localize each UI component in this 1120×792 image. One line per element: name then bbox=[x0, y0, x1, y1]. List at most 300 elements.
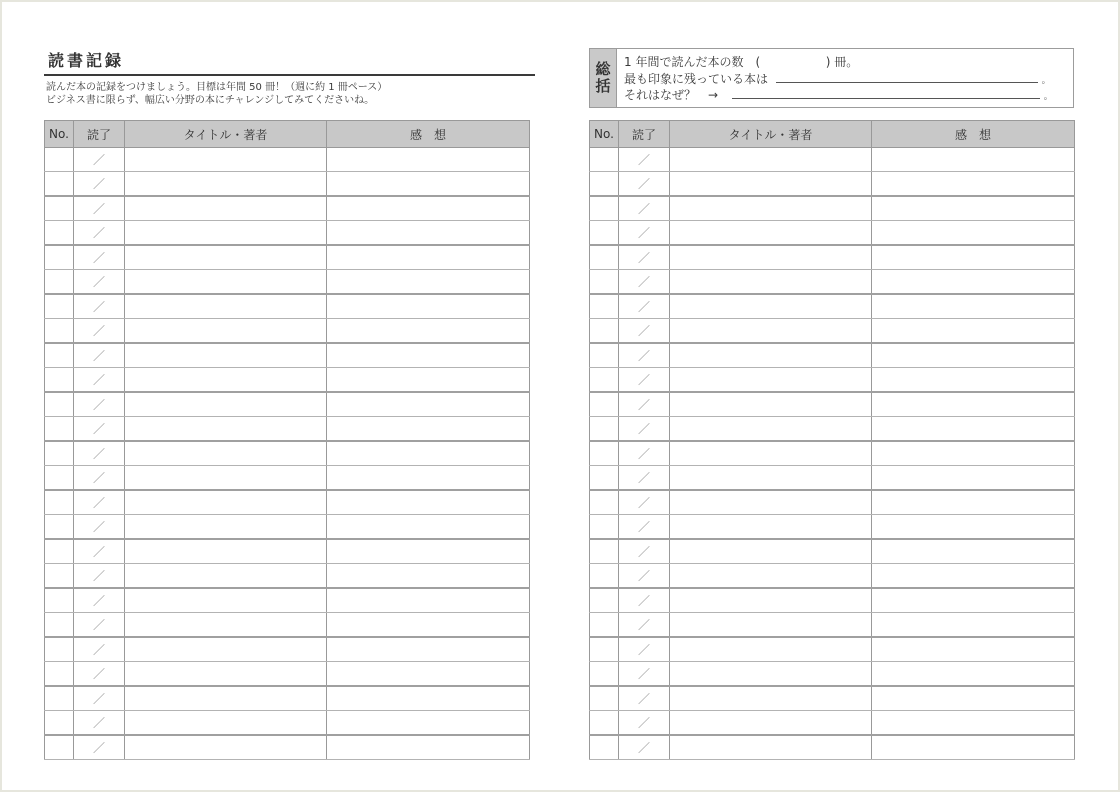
date-slash: ／ bbox=[92, 569, 105, 583]
cell-impressions[interactable] bbox=[327, 539, 530, 564]
cell-no[interactable] bbox=[45, 245, 74, 270]
cell-no[interactable] bbox=[45, 392, 74, 417]
date-slash: ／ bbox=[637, 153, 650, 167]
table-row bbox=[45, 417, 530, 442]
cell-finished-date[interactable] bbox=[74, 319, 125, 344]
cell-title-author[interactable] bbox=[125, 637, 327, 662]
date-slash: ／ bbox=[637, 667, 650, 681]
table-row bbox=[590, 515, 1075, 540]
reason-period: 。 bbox=[1043, 92, 1053, 102]
cell-title-author[interactable] bbox=[125, 343, 327, 368]
cell-impressions[interactable] bbox=[872, 637, 1075, 662]
table-row bbox=[45, 686, 530, 711]
cell-impressions[interactable] bbox=[872, 392, 1075, 417]
reason-field[interactable] bbox=[732, 86, 1040, 99]
date-slash: ／ bbox=[637, 692, 650, 706]
date-slash: ／ bbox=[92, 422, 105, 436]
table-row bbox=[45, 588, 530, 613]
cell-finished-date[interactable] bbox=[74, 270, 125, 295]
cell-no[interactable] bbox=[45, 711, 74, 736]
date-slash: ／ bbox=[637, 716, 650, 730]
cell-no[interactable] bbox=[45, 466, 74, 491]
date-slash: ／ bbox=[92, 300, 105, 314]
cell-title-author[interactable] bbox=[125, 441, 327, 466]
date-slash: ／ bbox=[92, 545, 105, 559]
table-row bbox=[45, 466, 530, 491]
cell-no[interactable] bbox=[590, 270, 619, 295]
cell-finished-date[interactable] bbox=[619, 270, 670, 295]
date-slash: ／ bbox=[637, 496, 650, 510]
cell-no[interactable] bbox=[590, 392, 619, 417]
cell-impressions[interactable] bbox=[872, 368, 1075, 393]
cell-finished-date[interactable] bbox=[74, 490, 125, 515]
date-slash: ／ bbox=[92, 618, 105, 632]
cell-title-author[interactable] bbox=[125, 368, 327, 393]
cell-finished-date[interactable] bbox=[74, 564, 125, 589]
cell-no[interactable] bbox=[590, 221, 619, 246]
cell-no[interactable] bbox=[590, 735, 619, 760]
table-row bbox=[45, 319, 530, 344]
cell-no[interactable] bbox=[590, 686, 619, 711]
cell-no[interactable] bbox=[45, 319, 74, 344]
cell-finished-date[interactable] bbox=[619, 319, 670, 344]
cell-no[interactable] bbox=[590, 148, 619, 172]
cell-no[interactable] bbox=[45, 172, 74, 197]
cell-no[interactable] bbox=[590, 490, 619, 515]
cell-impressions[interactable] bbox=[872, 466, 1075, 491]
col-header-title-author: タイトル・著者 bbox=[670, 121, 872, 148]
cell-impressions[interactable] bbox=[872, 196, 1075, 221]
cell-title-author[interactable] bbox=[125, 417, 327, 442]
cell-finished-date[interactable] bbox=[619, 172, 670, 197]
cell-title-author[interactable] bbox=[125, 148, 327, 172]
cell-title-author[interactable] bbox=[125, 294, 327, 319]
date-slash: ／ bbox=[92, 153, 105, 167]
cell-no[interactable] bbox=[45, 490, 74, 515]
cell-title-author[interactable] bbox=[125, 711, 327, 736]
cell-finished-date[interactable] bbox=[619, 196, 670, 221]
date-slash: ／ bbox=[92, 177, 105, 191]
summary-label-char-2: 括 bbox=[595, 77, 611, 95]
cell-no[interactable] bbox=[590, 588, 619, 613]
cell-title-author[interactable] bbox=[670, 735, 872, 760]
cell-finished-date[interactable] bbox=[74, 613, 125, 638]
cell-impressions[interactable] bbox=[327, 441, 530, 466]
table-row bbox=[45, 294, 530, 319]
cell-title-author[interactable] bbox=[125, 613, 327, 638]
col-header-impressions: 感 想 bbox=[327, 121, 530, 148]
table-row bbox=[590, 637, 1075, 662]
table-row bbox=[45, 196, 530, 221]
cell-finished-date[interactable] bbox=[74, 294, 125, 319]
table-header-row bbox=[590, 121, 1075, 148]
cell-title-author[interactable] bbox=[125, 564, 327, 589]
cell-finished-date[interactable] bbox=[74, 686, 125, 711]
cell-title-author[interactable] bbox=[125, 221, 327, 246]
table-row bbox=[45, 564, 530, 589]
cell-no[interactable] bbox=[45, 735, 74, 760]
cell-finished-date[interactable] bbox=[619, 686, 670, 711]
cell-title-author[interactable] bbox=[125, 392, 327, 417]
cell-no[interactable] bbox=[45, 564, 74, 589]
cell-no[interactable] bbox=[45, 588, 74, 613]
intro-line-2: ビジネス書に限らず、幅広い分野の本にチャレンジしてみてくださいね。 bbox=[46, 95, 375, 106]
cell-finished-date[interactable] bbox=[74, 515, 125, 540]
cell-title-author[interactable] bbox=[670, 196, 872, 221]
cell-impressions[interactable] bbox=[327, 662, 530, 687]
cell-title-author[interactable] bbox=[670, 613, 872, 638]
page-title: 読書記録 bbox=[48, 51, 125, 70]
cell-no[interactable] bbox=[590, 637, 619, 662]
cell-title-author[interactable] bbox=[125, 515, 327, 540]
cell-impressions[interactable] bbox=[872, 613, 1075, 638]
cell-title-author[interactable] bbox=[670, 343, 872, 368]
cell-impressions[interactable] bbox=[327, 270, 530, 295]
cell-finished-date[interactable] bbox=[619, 392, 670, 417]
date-slash: ／ bbox=[92, 741, 105, 755]
cell-finished-date[interactable] bbox=[74, 711, 125, 736]
cell-impressions[interactable] bbox=[872, 294, 1075, 319]
cell-no[interactable] bbox=[45, 148, 74, 172]
cell-title-author[interactable] bbox=[670, 172, 872, 197]
date-slash: ／ bbox=[92, 226, 105, 240]
cell-impressions[interactable] bbox=[872, 515, 1075, 540]
reason-prefix: それはなぜ？ → bbox=[624, 88, 719, 102]
cell-finished-date[interactable] bbox=[74, 588, 125, 613]
table-row bbox=[590, 466, 1075, 491]
cell-impressions[interactable] bbox=[327, 613, 530, 638]
cell-no[interactable] bbox=[45, 515, 74, 540]
cell-finished-date[interactable] bbox=[74, 539, 125, 564]
cell-no[interactable] bbox=[45, 196, 74, 221]
cell-no[interactable] bbox=[590, 294, 619, 319]
cell-impressions[interactable] bbox=[327, 221, 530, 246]
cell-no[interactable] bbox=[590, 441, 619, 466]
cell-finished-date[interactable] bbox=[619, 417, 670, 442]
cell-title-author[interactable] bbox=[670, 490, 872, 515]
intro-line-1: 読んだ本の記録をつけましょう。目標は年間 50 冊！（週に約 1 冊ペース） bbox=[46, 82, 388, 93]
cell-impressions[interactable] bbox=[872, 343, 1075, 368]
cell-finished-date[interactable] bbox=[619, 711, 670, 736]
cell-no[interactable] bbox=[590, 613, 619, 638]
date-slash: ／ bbox=[637, 398, 650, 412]
cell-no[interactable] bbox=[45, 637, 74, 662]
cell-finished-date[interactable] bbox=[74, 172, 125, 197]
cell-finished-date[interactable] bbox=[74, 662, 125, 687]
date-slash: ／ bbox=[92, 496, 105, 510]
cell-impressions[interactable] bbox=[872, 490, 1075, 515]
cell-impressions[interactable] bbox=[327, 490, 530, 515]
cell-no[interactable] bbox=[590, 368, 619, 393]
cell-finished-date[interactable] bbox=[619, 539, 670, 564]
reading-log-table-right bbox=[589, 120, 1075, 760]
date-slash: ／ bbox=[92, 398, 105, 412]
table-row bbox=[590, 392, 1075, 417]
table-row bbox=[45, 613, 530, 638]
cell-no[interactable] bbox=[45, 343, 74, 368]
cell-title-author[interactable] bbox=[670, 245, 872, 270]
table-row bbox=[590, 270, 1075, 295]
cell-no[interactable] bbox=[45, 613, 74, 638]
cell-title-author[interactable] bbox=[670, 270, 872, 295]
cell-title-author[interactable] bbox=[125, 172, 327, 197]
intro-text bbox=[46, 81, 387, 107]
cell-no[interactable] bbox=[45, 270, 74, 295]
cell-finished-date[interactable] bbox=[619, 466, 670, 491]
cell-title-author[interactable] bbox=[125, 490, 327, 515]
cell-title-author[interactable] bbox=[125, 270, 327, 295]
table-header-row bbox=[45, 121, 530, 148]
cell-impressions[interactable] bbox=[327, 564, 530, 589]
cell-title-author[interactable] bbox=[670, 221, 872, 246]
table-row bbox=[45, 172, 530, 197]
cell-impressions[interactable] bbox=[327, 368, 530, 393]
table-row bbox=[45, 221, 530, 246]
date-slash: ／ bbox=[637, 569, 650, 583]
cell-impressions[interactable] bbox=[327, 711, 530, 736]
cell-title-author[interactable] bbox=[670, 711, 872, 736]
cell-impressions[interactable] bbox=[872, 221, 1075, 246]
cell-no[interactable] bbox=[45, 294, 74, 319]
summary-favorite-book-line bbox=[624, 70, 1053, 86]
cell-no[interactable] bbox=[45, 417, 74, 442]
cell-finished-date[interactable] bbox=[619, 735, 670, 760]
cell-impressions[interactable] bbox=[872, 711, 1075, 736]
cell-title-author[interactable] bbox=[670, 368, 872, 393]
cell-impressions[interactable] bbox=[327, 686, 530, 711]
cell-finished-date[interactable] bbox=[619, 490, 670, 515]
date-slash: ／ bbox=[637, 275, 650, 289]
table-row bbox=[590, 539, 1075, 564]
cell-finished-date[interactable] bbox=[619, 294, 670, 319]
cell-finished-date[interactable] bbox=[619, 662, 670, 687]
cell-no[interactable] bbox=[590, 466, 619, 491]
cell-impressions[interactable] bbox=[872, 270, 1075, 295]
cell-impressions[interactable] bbox=[327, 148, 530, 172]
table-row bbox=[590, 343, 1075, 368]
date-slash: ／ bbox=[637, 545, 650, 559]
cell-no[interactable] bbox=[45, 686, 74, 711]
cell-finished-date[interactable] bbox=[74, 417, 125, 442]
cell-impressions[interactable] bbox=[872, 172, 1075, 197]
date-slash: ／ bbox=[637, 226, 650, 240]
cell-impressions[interactable] bbox=[327, 196, 530, 221]
cell-finished-date[interactable] bbox=[74, 196, 125, 221]
table-row bbox=[45, 515, 530, 540]
table-row bbox=[45, 711, 530, 736]
table-row bbox=[590, 564, 1075, 589]
cell-impressions[interactable] bbox=[327, 294, 530, 319]
col-header-finished: 読了 bbox=[619, 121, 670, 148]
cell-finished-date[interactable] bbox=[74, 245, 125, 270]
date-slash: ／ bbox=[637, 202, 650, 216]
cell-finished-date[interactable] bbox=[619, 148, 670, 172]
cell-no[interactable] bbox=[590, 564, 619, 589]
date-slash: ／ bbox=[637, 373, 650, 387]
table-row bbox=[590, 148, 1075, 172]
cell-impressions[interactable] bbox=[327, 417, 530, 442]
table-row bbox=[590, 319, 1075, 344]
cell-finished-date[interactable] bbox=[74, 441, 125, 466]
cell-finished-date[interactable] bbox=[619, 245, 670, 270]
date-slash: ／ bbox=[92, 643, 105, 657]
date-slash: ／ bbox=[92, 471, 105, 485]
table-row bbox=[590, 294, 1075, 319]
cell-finished-date[interactable] bbox=[74, 148, 125, 172]
cell-no[interactable] bbox=[590, 343, 619, 368]
cell-impressions[interactable] bbox=[327, 343, 530, 368]
table-row bbox=[590, 172, 1075, 197]
cell-title-author[interactable] bbox=[125, 245, 327, 270]
cell-title-author[interactable] bbox=[125, 662, 327, 687]
cell-no[interactable] bbox=[590, 196, 619, 221]
cell-title-author[interactable] bbox=[670, 319, 872, 344]
col-header-no: No. bbox=[45, 121, 74, 148]
cell-title-author[interactable] bbox=[670, 441, 872, 466]
favorite-book-prefix: 最も印象に残っている本は bbox=[624, 72, 769, 86]
cell-no[interactable] bbox=[590, 662, 619, 687]
date-slash: ／ bbox=[92, 667, 105, 681]
cell-impressions[interactable] bbox=[872, 735, 1075, 760]
cell-impressions[interactable] bbox=[327, 515, 530, 540]
cell-finished-date[interactable] bbox=[74, 221, 125, 246]
cell-impressions[interactable] bbox=[872, 441, 1075, 466]
cell-finished-date[interactable] bbox=[74, 392, 125, 417]
favorite-book-period: 。 bbox=[1041, 76, 1051, 86]
cell-no[interactable] bbox=[45, 441, 74, 466]
cell-impressions[interactable] bbox=[327, 392, 530, 417]
book-count-prefix: 1 年間で読んだ本の数 ( bbox=[624, 55, 761, 69]
table-row bbox=[590, 686, 1075, 711]
cell-finished-date[interactable] bbox=[619, 221, 670, 246]
cell-finished-date[interactable] bbox=[619, 368, 670, 393]
cell-finished-date[interactable] bbox=[619, 343, 670, 368]
summary-reason-line bbox=[624, 86, 1053, 102]
table-row bbox=[590, 662, 1075, 687]
cell-no[interactable] bbox=[45, 221, 74, 246]
cell-title-author[interactable] bbox=[670, 637, 872, 662]
cell-no[interactable] bbox=[590, 319, 619, 344]
cell-title-author[interactable] bbox=[125, 466, 327, 491]
table-row bbox=[590, 735, 1075, 760]
cell-title-author[interactable] bbox=[670, 148, 872, 172]
cell-finished-date[interactable] bbox=[619, 441, 670, 466]
cell-finished-date[interactable] bbox=[74, 368, 125, 393]
cell-impressions[interactable] bbox=[872, 662, 1075, 687]
cell-impressions[interactable] bbox=[872, 148, 1075, 172]
date-slash: ／ bbox=[637, 324, 650, 338]
cell-impressions[interactable] bbox=[327, 466, 530, 491]
table-row bbox=[45, 637, 530, 662]
cell-finished-date[interactable] bbox=[619, 613, 670, 638]
cell-title-author[interactable] bbox=[125, 196, 327, 221]
cell-finished-date[interactable] bbox=[619, 564, 670, 589]
cell-impressions[interactable] bbox=[327, 588, 530, 613]
cell-title-author[interactable] bbox=[670, 515, 872, 540]
cell-finished-date[interactable] bbox=[74, 735, 125, 760]
cell-title-author[interactable] bbox=[125, 319, 327, 344]
cell-title-author[interactable] bbox=[125, 735, 327, 760]
cell-finished-date[interactable] bbox=[619, 588, 670, 613]
cell-impressions[interactable] bbox=[872, 539, 1075, 564]
date-slash: ／ bbox=[637, 177, 650, 191]
cell-finished-date[interactable] bbox=[74, 466, 125, 491]
cell-impressions[interactable] bbox=[327, 172, 530, 197]
cell-impressions[interactable] bbox=[872, 417, 1075, 442]
summary-label bbox=[590, 49, 617, 107]
summary-book-count-line bbox=[624, 54, 1053, 70]
cell-no[interactable] bbox=[45, 662, 74, 687]
cell-impressions[interactable] bbox=[872, 319, 1075, 344]
cell-title-author[interactable] bbox=[125, 588, 327, 613]
col-header-title-author: タイトル・著者 bbox=[125, 121, 327, 148]
table-row bbox=[590, 490, 1075, 515]
date-slash: ／ bbox=[92, 202, 105, 216]
cell-title-author[interactable] bbox=[670, 466, 872, 491]
cell-title-author[interactable] bbox=[670, 294, 872, 319]
favorite-book-field[interactable] bbox=[776, 70, 1038, 83]
cell-no[interactable] bbox=[590, 172, 619, 197]
book-count-suffix: ) 冊。 bbox=[825, 55, 859, 69]
table-row bbox=[590, 441, 1075, 466]
cell-impressions[interactable] bbox=[872, 245, 1075, 270]
cell-no[interactable] bbox=[45, 539, 74, 564]
cell-title-author[interactable] bbox=[670, 588, 872, 613]
cell-finished-date[interactable] bbox=[74, 637, 125, 662]
table-row bbox=[45, 441, 530, 466]
table-row bbox=[45, 735, 530, 760]
cell-impressions[interactable] bbox=[327, 245, 530, 270]
title-underline bbox=[44, 74, 535, 76]
cell-no[interactable] bbox=[45, 368, 74, 393]
cell-no[interactable] bbox=[590, 245, 619, 270]
cell-impressions[interactable] bbox=[327, 637, 530, 662]
summary-lines bbox=[624, 54, 1053, 102]
cell-impressions[interactable] bbox=[872, 588, 1075, 613]
cell-finished-date[interactable] bbox=[74, 343, 125, 368]
cell-impressions[interactable] bbox=[872, 686, 1075, 711]
cell-no[interactable] bbox=[590, 539, 619, 564]
cell-impressions[interactable] bbox=[872, 564, 1075, 589]
cell-title-author[interactable] bbox=[670, 417, 872, 442]
table-row bbox=[45, 343, 530, 368]
cell-title-author[interactable] bbox=[670, 539, 872, 564]
cell-title-author[interactable] bbox=[125, 539, 327, 564]
table-row bbox=[45, 490, 530, 515]
date-slash: ／ bbox=[637, 422, 650, 436]
date-slash: ／ bbox=[92, 275, 105, 289]
cell-impressions[interactable] bbox=[327, 735, 530, 760]
table-row bbox=[45, 662, 530, 687]
table-row bbox=[45, 148, 530, 172]
cell-finished-date[interactable] bbox=[619, 637, 670, 662]
cell-title-author[interactable] bbox=[125, 686, 327, 711]
reading-log-table-left bbox=[44, 120, 530, 760]
cell-no[interactable] bbox=[590, 515, 619, 540]
cell-finished-date[interactable] bbox=[619, 515, 670, 540]
cell-title-author[interactable] bbox=[670, 662, 872, 687]
cell-title-author[interactable] bbox=[670, 392, 872, 417]
date-slash: ／ bbox=[92, 349, 105, 363]
cell-no[interactable] bbox=[590, 417, 619, 442]
date-slash: ／ bbox=[92, 520, 105, 534]
cell-title-author[interactable] bbox=[670, 686, 872, 711]
cell-no[interactable] bbox=[590, 711, 619, 736]
date-slash: ／ bbox=[637, 741, 650, 755]
cell-title-author[interactable] bbox=[670, 564, 872, 589]
date-slash: ／ bbox=[637, 447, 650, 461]
cell-impressions[interactable] bbox=[327, 319, 530, 344]
